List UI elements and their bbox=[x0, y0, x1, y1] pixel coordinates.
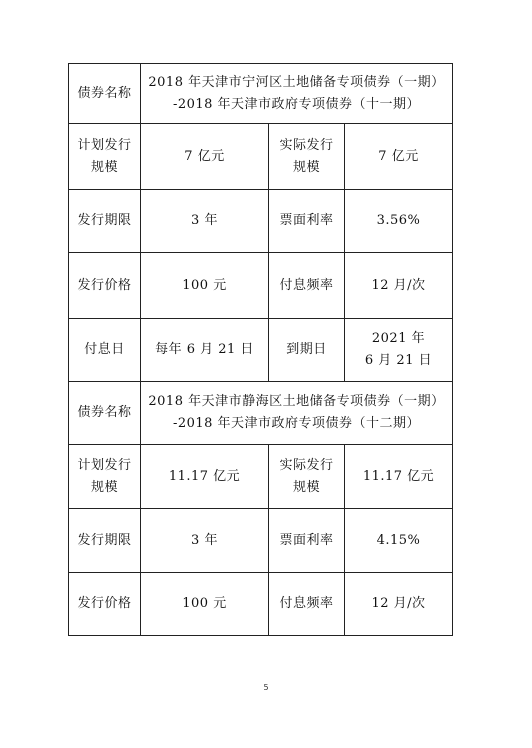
payment-frequency-value: 12 月/次 bbox=[345, 573, 453, 636]
table-row bbox=[69, 190, 453, 253]
payment-frequency-label: 付息频率 bbox=[269, 253, 345, 319]
coupon-rate-value: 3.56% bbox=[345, 190, 453, 253]
coupon-rate-value: 4.15% bbox=[345, 509, 453, 573]
bond-name-label: 债券名称 bbox=[69, 64, 141, 124]
payment-frequency-value: 12 月/次 bbox=[345, 253, 453, 319]
label-line: 实际发行 bbox=[279, 457, 334, 473]
table-row bbox=[69, 253, 453, 319]
interest-date-label: 付息日 bbox=[69, 319, 141, 382]
bond-name-line: 2018 年天津市宁河区土地储备专项债券（一期） bbox=[148, 74, 445, 90]
bond-name-line: 2018 年天津市静海区土地储备专项债券（一期） bbox=[148, 394, 445, 409]
table-row bbox=[69, 509, 453, 573]
actual-scale-value: 7 亿元 bbox=[345, 124, 453, 190]
bond-name-label: 债券名称 bbox=[69, 382, 141, 445]
planned-scale-label bbox=[69, 445, 141, 509]
bond-name-value bbox=[141, 382, 453, 445]
coupon-rate-label: 票面利率 bbox=[269, 190, 345, 253]
issue-price-value: 100 元 bbox=[141, 253, 269, 319]
page-number: 5 bbox=[263, 683, 269, 692]
table-row bbox=[69, 319, 453, 382]
issue-price-value: 100 元 bbox=[141, 573, 269, 636]
planned-scale-label bbox=[69, 124, 141, 190]
bond-name-line: -2018 年天津市政府专项债券（十一期） bbox=[172, 96, 421, 112]
actual-scale-label bbox=[269, 124, 345, 190]
table-row bbox=[69, 64, 453, 124]
bond-name-line: -2018 年天津市政府专项债券（十二期） bbox=[172, 416, 421, 431]
label-line: 规模 bbox=[292, 479, 320, 495]
issue-price-label: 发行价格 bbox=[69, 253, 141, 319]
payment-frequency-label: 付息频率 bbox=[269, 573, 345, 636]
bond-info-table bbox=[68, 63, 453, 636]
actual-scale-label bbox=[269, 445, 345, 509]
maturity-date-value bbox=[345, 319, 453, 382]
label-line: 实际发行 bbox=[279, 137, 334, 153]
actual-scale-value: 11.17 亿元 bbox=[345, 445, 453, 509]
maturity-date-label: 到期日 bbox=[269, 319, 345, 382]
label-line: 规模 bbox=[90, 159, 118, 175]
table-row bbox=[69, 382, 453, 445]
label-line: 规模 bbox=[292, 159, 320, 175]
label-line: 规模 bbox=[90, 479, 118, 495]
term-value: 3 年 bbox=[141, 190, 269, 253]
date-line: 6 月 21 日 bbox=[364, 353, 433, 368]
label-line: 计划发行 bbox=[77, 137, 132, 153]
interest-date-value: 每年 6 月 21 日 bbox=[141, 319, 269, 382]
table-row bbox=[69, 445, 453, 509]
planned-scale-value: 11.17 亿元 bbox=[141, 445, 269, 509]
table-row bbox=[69, 573, 453, 636]
term-label: 发行期限 bbox=[69, 509, 141, 573]
table-row bbox=[69, 124, 453, 190]
label-line: 计划发行 bbox=[77, 457, 132, 473]
issue-price-label: 发行价格 bbox=[69, 573, 141, 636]
planned-scale-value: 7 亿元 bbox=[141, 124, 269, 190]
term-value: 3 年 bbox=[141, 509, 269, 573]
bond-name-value bbox=[141, 64, 453, 124]
date-line: 2021 年 bbox=[371, 331, 426, 346]
coupon-rate-label: 票面利率 bbox=[269, 509, 345, 573]
term-label: 发行期限 bbox=[69, 190, 141, 253]
